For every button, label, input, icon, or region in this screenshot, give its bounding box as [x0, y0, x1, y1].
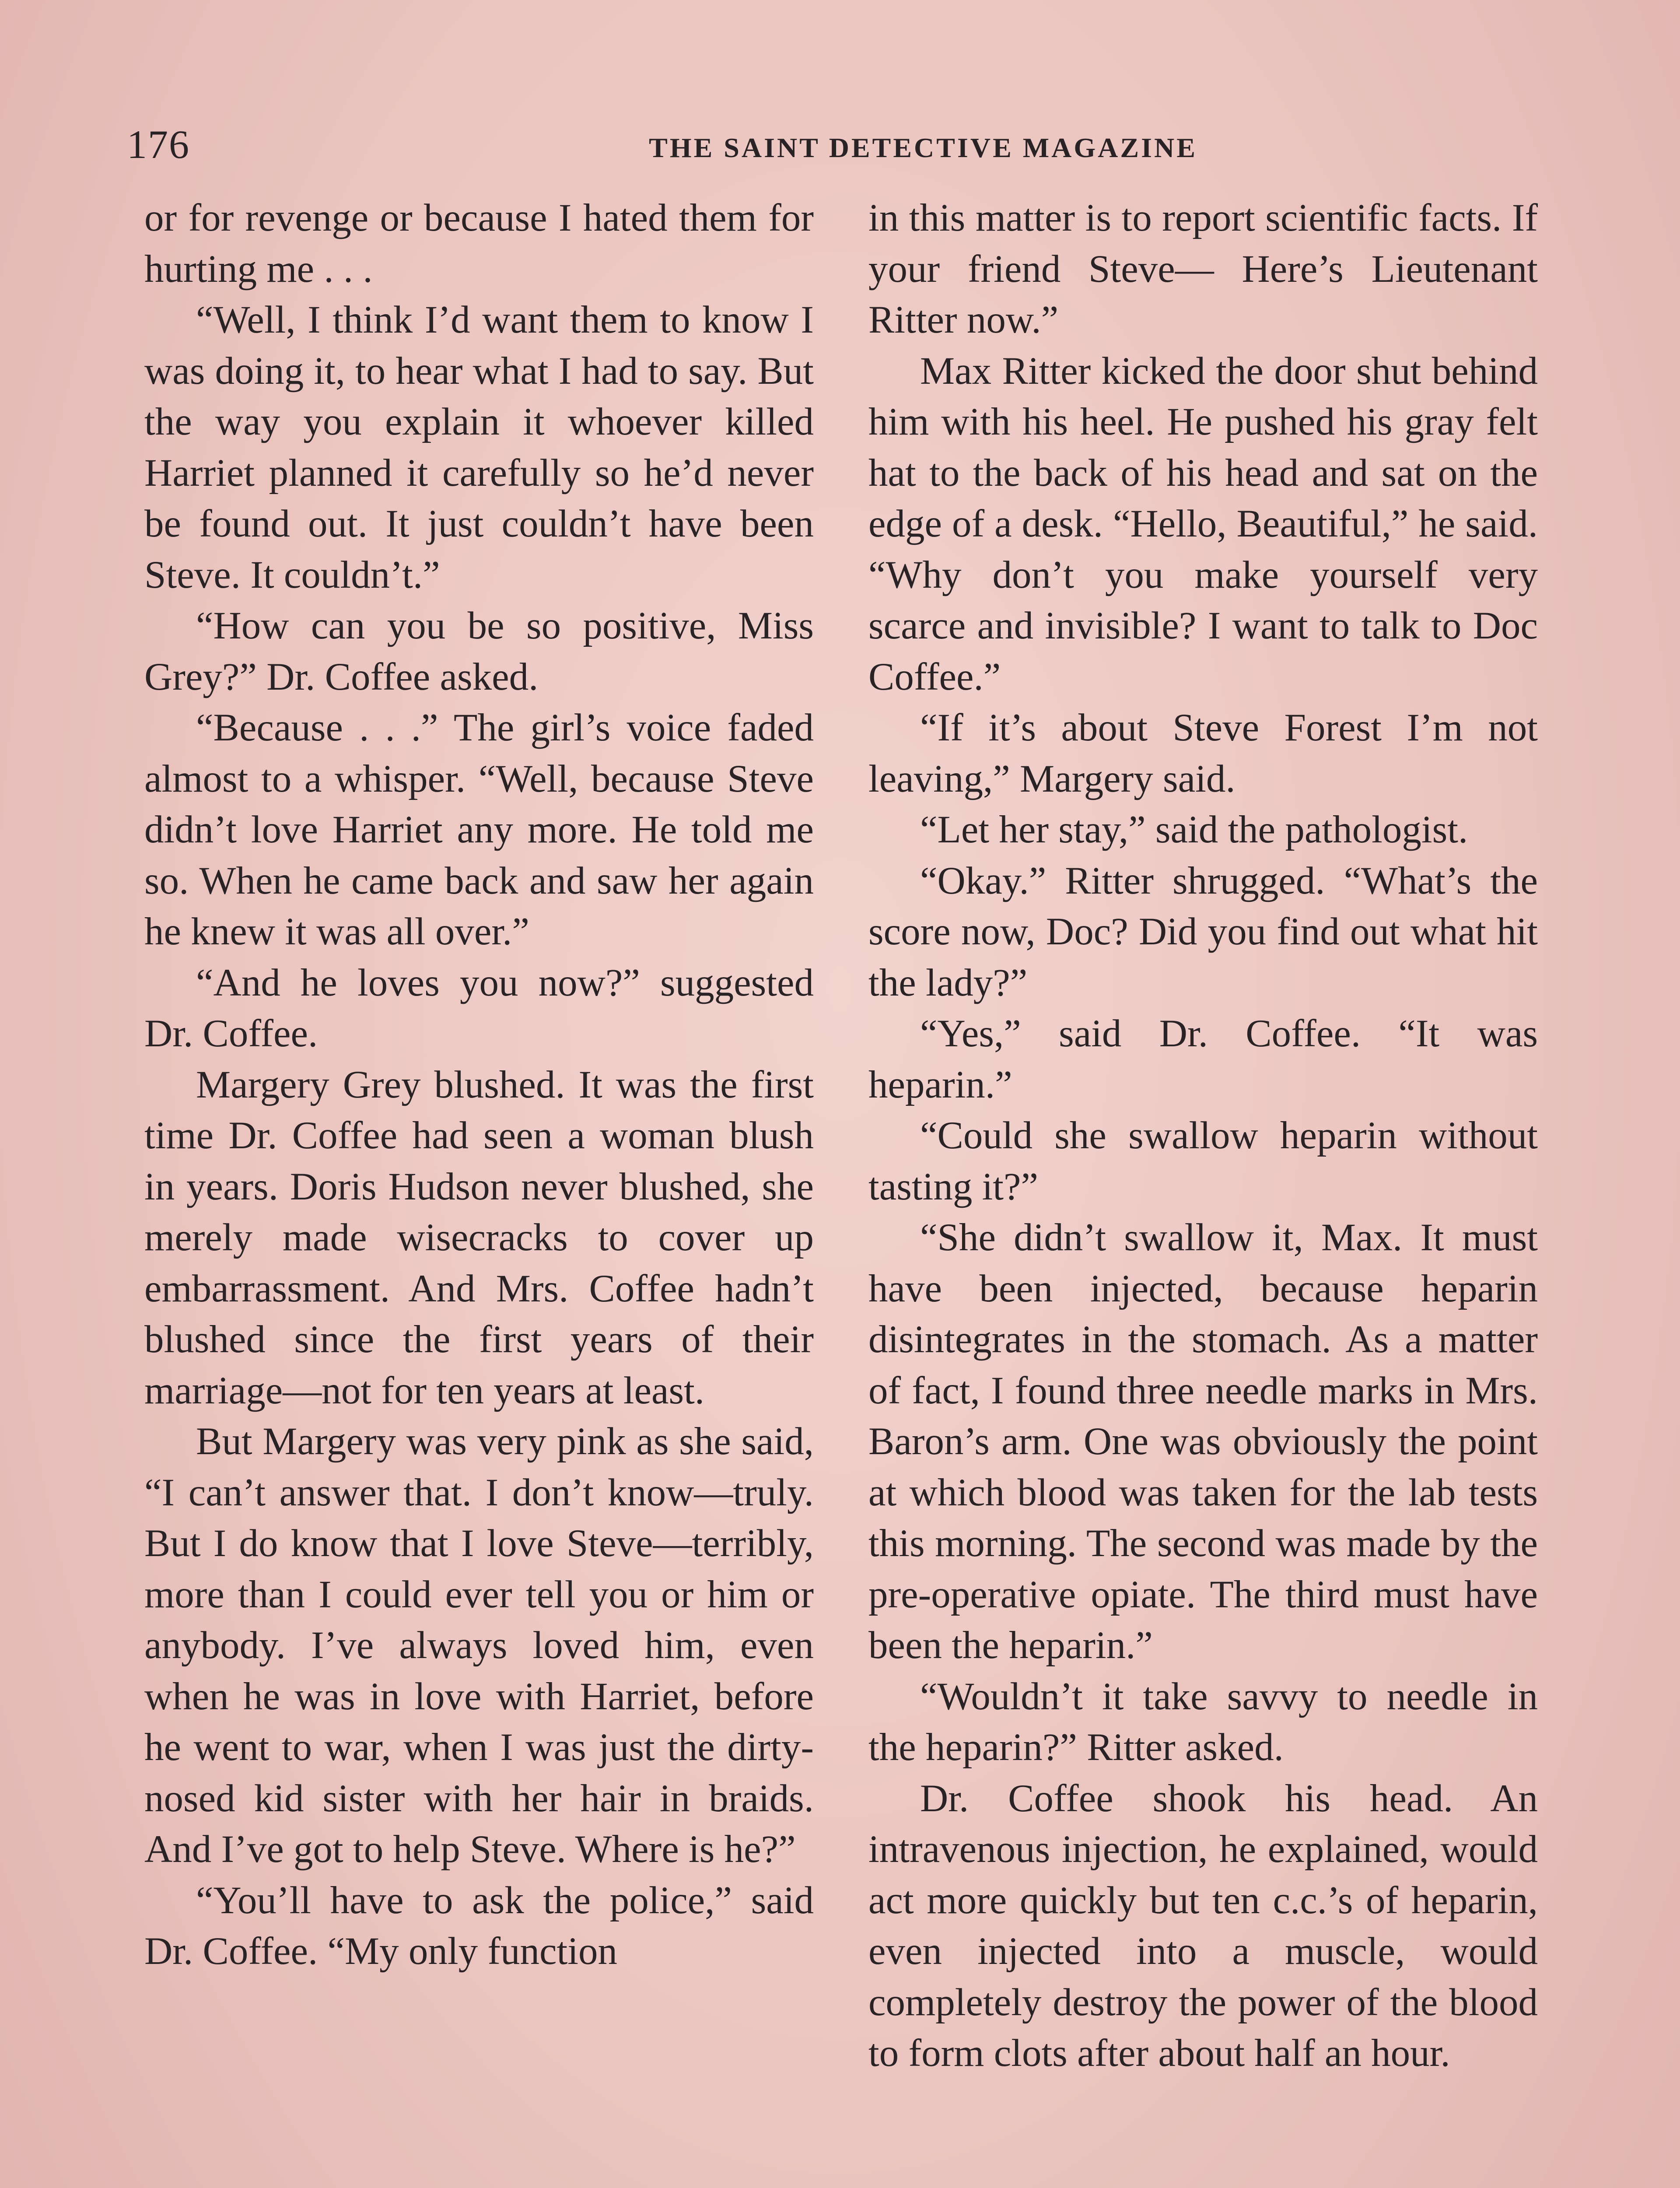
paragraph: or for revenge or because I hated them for hurting me . . . — [144, 196, 814, 291]
paragraph: “Could she swallow heparin without tasting it?” — [868, 1114, 1538, 1208]
paragraph: “If it’s about Steve Forest I’m not leaving,” Margery said. — [868, 706, 1538, 800]
paragraph: Dr. Coffee shook his head. An intravenous injection, he explained, would act more quickly but ten c.c.’s of heparin, even injected into a muscle, would completely destroy the power of the blood to form clots after about half an hour. — [868, 1777, 1538, 2075]
paragraph: in this matter is to report scientific facts. If your friend Steve— Here’s Lieutenant Ritter now.” — [868, 196, 1538, 341]
paragraph: “Yes,” said Dr. Coffee. “It was heparin.” — [868, 1012, 1538, 1106]
page-header — [127, 118, 1553, 179]
paragraph: “And he loves you now?” suggested Dr. Coffee. — [144, 961, 814, 1055]
paragraph: “How can you be so positive, Miss Grey?” Dr. Coffee asked. — [144, 604, 814, 698]
right-text-column — [868, 193, 1538, 2188]
paragraph: “Well, I think I’d want them to know I was doing it, to hear what I had to say. But the way you explain it whoever killed Harriet planned it carefully so he’d never be found out. It just couldn’t have been Steve. It couldn’t.” — [144, 298, 814, 596]
page-number: 176 — [127, 122, 190, 167]
paragraph: “Let her stay,” said the pathologist. — [920, 808, 1468, 851]
paragraph: “She didn’t swallow it, Max. It must have been injected, because heparin disintegrates in the stomach. As a matter of fact, I found three needle marks in Mrs. Baron’s arm. One was obviously the point at which blood was taken for the lab tests this morning. The second was made by the pre-operative opiate. The third must have been the heparin.” — [868, 1216, 1538, 1667]
paragraph: “You’ll have to ask the police,” said Dr. Coffee. “My only function — [144, 1879, 814, 1973]
paragraph: But Margery was very pink as she said, “I can’t answer that. I don’t know—truly. But I do know that I love Steve—terribly, more than I could ever tell you or him or anybody. I’ve always loved him, even when he was in love with Harriet, before he went to war, when I was just the dirty-nosed kid sister with her hair in braids. And I’ve got to help Steve. Where is he?” — [144, 1420, 814, 1871]
paragraph: Margery Grey blushed. It was the first time Dr. Coffee had seen a woman blush in years. Doris Hudson never blushed, she merely made wisecracks to cover up embarrassment. And Mrs. Coffee hadn’t blushed since the first years of their marriage—not for ten years at least. — [144, 1063, 814, 1412]
running-head: THE SAINT DETECTIVE MAGAZINE — [649, 132, 1197, 163]
paragraph: “Okay.” Ritter shrugged. “What’s the score now, Doc? Did you find out what hit the lady?” — [868, 859, 1538, 1004]
paragraph: “Wouldn’t it take savvy to needle in the heparin?” Ritter asked. — [868, 1675, 1538, 1769]
left-text-column — [144, 193, 814, 2188]
paragraph: Max Ritter kicked the door shut behind him with his heel. He pushed his gray felt hat to the back of his head and sat on the edge of a desk. “Hello, Beautiful,” he said. “Why don’t you make yourself very scarce and invisible? I want to talk to Doc Coffee.” — [868, 349, 1538, 698]
paragraph: “Because . . .” The girl’s voice faded almost to a whisper. “Well, because Steve didn’t love Harriet any more. He told me so. When he came back and saw her again he knew it was all over.” — [144, 706, 814, 953]
